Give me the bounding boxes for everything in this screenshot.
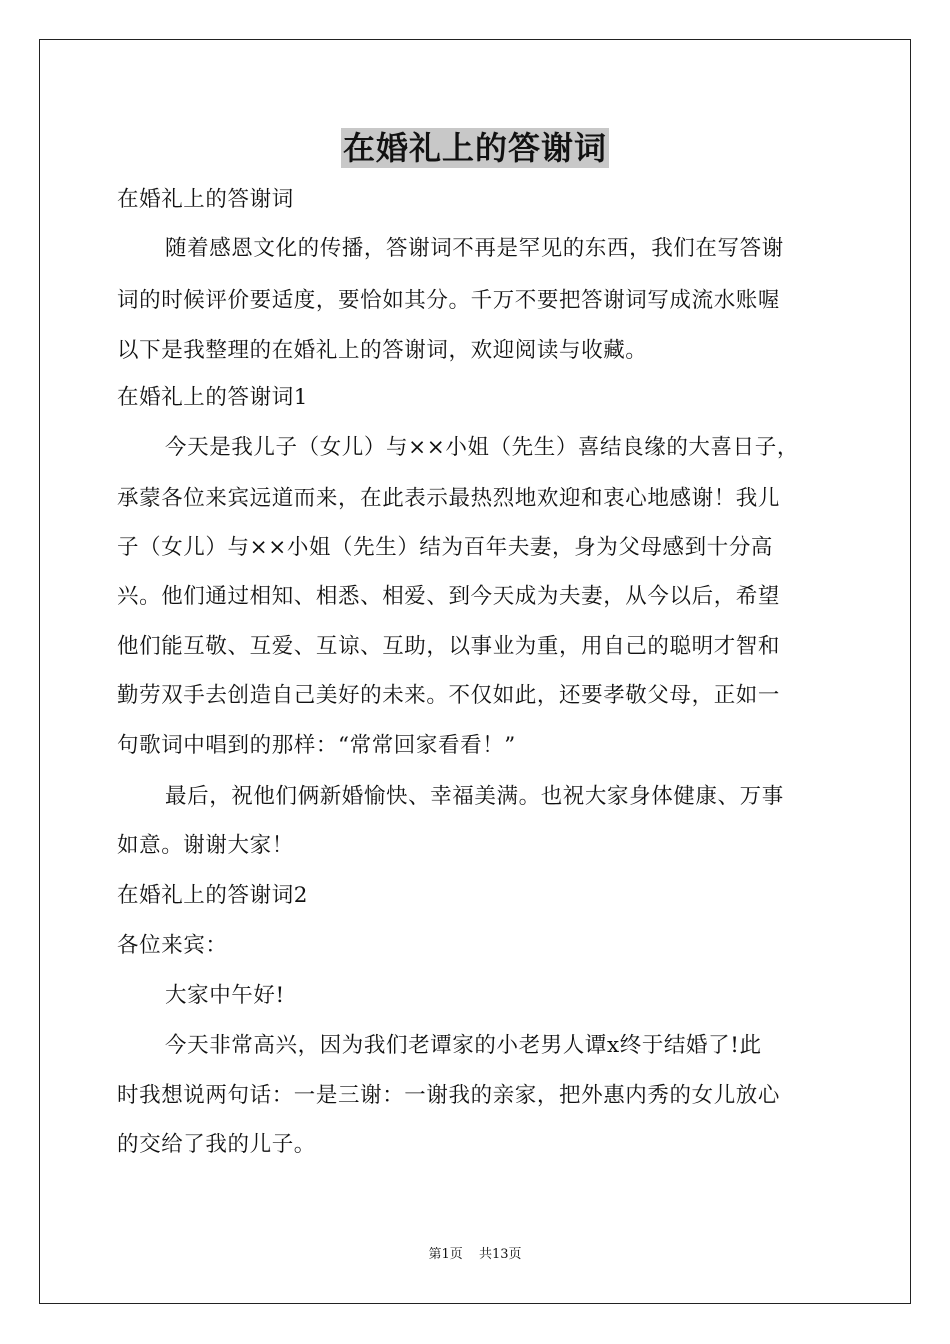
paragraph-line: 句歌词中唱到的那样：“常常回家看看！” <box>117 733 516 758</box>
total-pages: 共13页 <box>478 1247 522 1262</box>
paragraph-line: 以下是我整理的在婚礼上的答谢词，欢迎阅读与收藏。 <box>117 338 648 363</box>
paragraph-line: 最后，祝他们俩新婚愉快、幸福美满。也祝大家身体健康、万事 <box>165 784 784 809</box>
salutation: 各位来宾： <box>117 933 228 958</box>
paragraph-line: 兴。他们通过相知、相悉、相爱、到今天成为夫妻，从今以后，希望 <box>117 584 781 609</box>
title-container <box>0 128 950 168</box>
paragraph-line: 随着感恩文化的传播，答谢词不再是罕见的东西，我们在写答谢 <box>165 236 784 261</box>
paragraph-line: 他们能互敬、互爱、互谅、互助，以事业为重，用自己的聪明才智和 <box>117 634 781 659</box>
paragraph-line: 勤劳双手去创造自己美好的未来。不仅如此，还要孝敬父母，正如一 <box>117 683 781 708</box>
page-number: 第1页 <box>428 1247 463 1262</box>
paragraph-line: 如意。谢谢大家！ <box>117 833 294 858</box>
intro-heading: 在婚礼上的答谢词 <box>117 187 294 212</box>
paragraph-line: 今天是我儿子（女儿）与××小姐（先生）喜结良缘的大喜日子， <box>165 435 799 460</box>
page-border <box>39 39 911 1304</box>
paragraph-line: 的交给了我的儿子。 <box>117 1132 316 1157</box>
document-title: 在婚礼上的答谢词 <box>342 129 607 167</box>
paragraph-line: 子（女儿）与××小姐（先生）结为百年夫妻，身为父母感到十分高 <box>117 535 774 560</box>
paragraph-line: 时我想说两句话：一是三谢：一谢我的亲家，把外惠内秀的女儿放心 <box>117 1083 781 1108</box>
paragraph-line: 词的时候评价要适度，要恰如其分。千万不要把答谢词写成流水账喔 <box>117 288 781 313</box>
greeting: 大家中午好! <box>165 983 285 1008</box>
paragraph-line: 承蒙各位来宾远道而来，在此表示最热烈地欢迎和衷心地感谢！我儿 <box>117 486 781 511</box>
page-footer <box>0 1246 950 1264</box>
section-heading-1: 在婚礼上的答谢词1 <box>117 385 309 410</box>
section-heading-2: 在婚礼上的答谢词2 <box>117 883 309 908</box>
paragraph-line: 今天非常高兴，因为我们老谭家的小老男人谭x终于结婚了!此 <box>165 1033 762 1058</box>
